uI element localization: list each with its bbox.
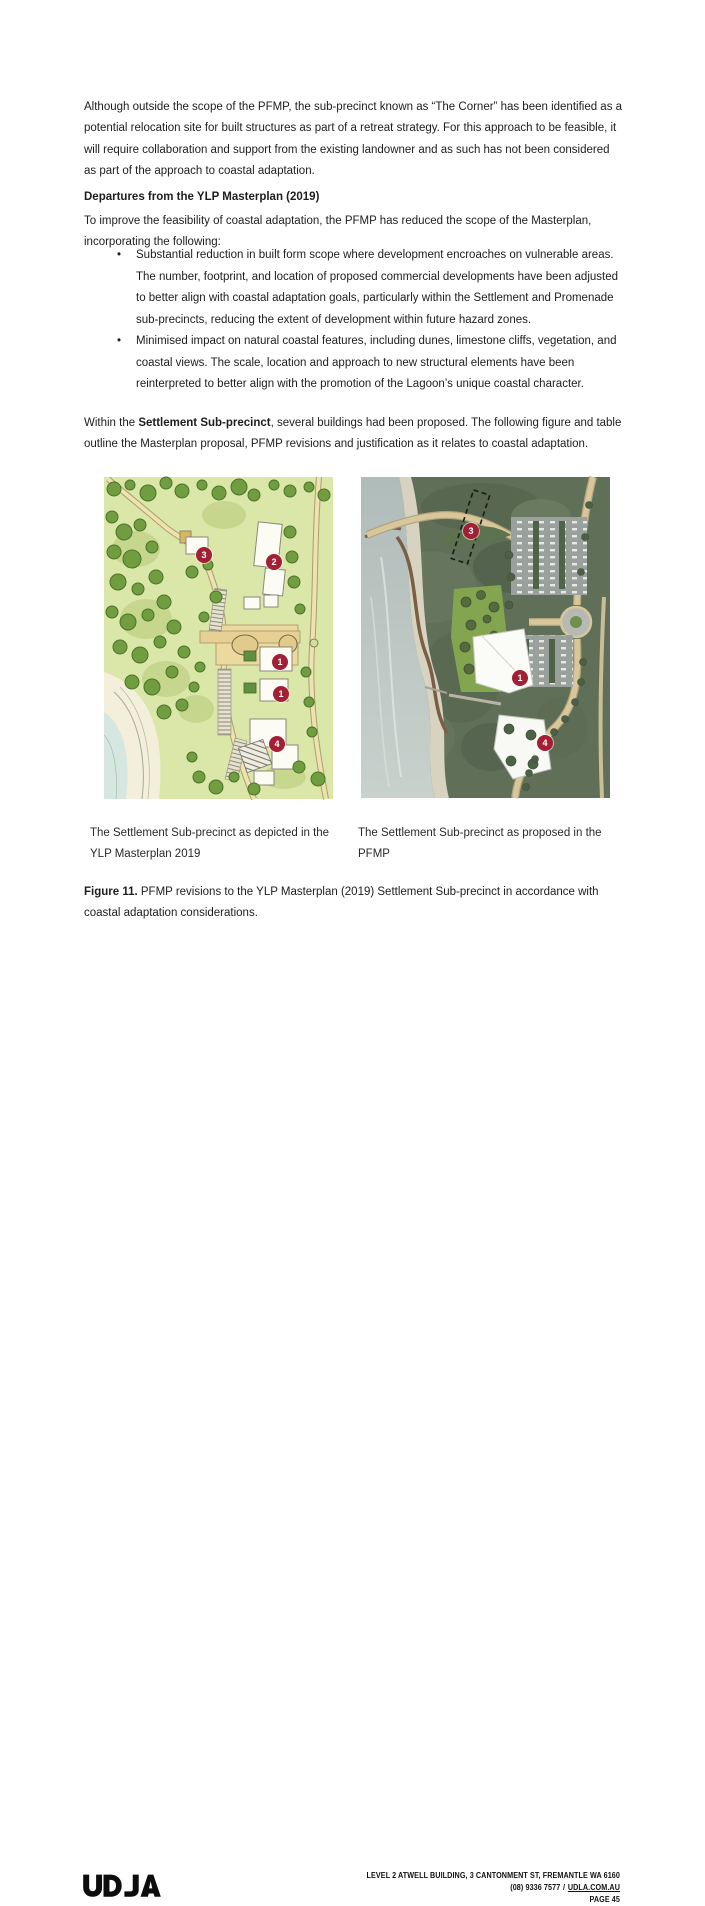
map-marker-3: 3 — [463, 523, 479, 539]
paragraph-settlement-pre: Within the — [84, 416, 139, 429]
map-marker-4: 4 — [269, 736, 285, 752]
map-marker-2: 2 — [266, 554, 282, 570]
figure-caption — [84, 882, 624, 925]
footer-contact-line — [314, 1882, 620, 1894]
paragraph-corner: Although outside the scope of the PFMP, the sub-precinct known as “The Corner” has been identified as a potential relocation site for built structures as part of a retreat strategy. For this approach to be feasible, it will require collaboration and support from the existing landowner and as such has not been considered as part of the approach to coastal adaptation. — [84, 100, 623, 177]
masterplan-illustration — [104, 477, 333, 799]
footer-phone: (08) 9336 7577 — [510, 1883, 561, 1892]
paragraph-settlement — [84, 413, 624, 456]
footer-separator: / — [563, 1883, 566, 1892]
bullet-list — [84, 245, 624, 396]
footer-website-link[interactable]: UDLA.COM.AU — [567, 1883, 620, 1892]
map-marker-1: 1 — [273, 686, 289, 702]
aerial-photo-drawing — [361, 477, 610, 798]
map-marker-3: 3 — [196, 547, 212, 563]
figure-11-images — [0, 477, 705, 799]
page-footer — [0, 930, 705, 1904]
paragraph-improve: To improve the feasibility of coastal adaptation, the PFMP has reduced the scope of the Masterplan, incorporating the following: — [84, 214, 592, 248]
footer-address-line: LEVEL 2 ATWELL BUILDING, 3 CANTONMENT ST, FREMANTLE WA 6160 — [366, 1871, 620, 1880]
masterplan-drawing — [104, 477, 333, 799]
aerial-photo — [361, 477, 610, 798]
map-marker-1: 1 — [272, 654, 288, 670]
bullet-item-2: • Minimised impact on natural coastal features, including dunes, limestone cliffs, vegetation, and coastal views. The scale, location and approach to new structural elements have been reinterpreted to better align with the promotion of the Lagoon’s unique coastal character. — [84, 331, 624, 396]
paragraph-settlement-post: , several buildings had been proposed. The following figure and table outline the Masterplan proposal, PFMP revisions and justification as it relates to coastal adaptation. — [84, 416, 622, 450]
footer-page-number: PAGE 45 — [589, 1895, 620, 1904]
map-marker-1: 1 — [512, 670, 528, 686]
heading-departures: Departures from the YLP Masterplan (2019) — [84, 190, 320, 203]
paragraph-settlement-bold: Settlement Sub-precinct — [138, 416, 271, 429]
udla-logo — [82, 1874, 162, 1898]
caption-pfmp: The Settlement Sub-precinct as proposed in the PFMP — [358, 826, 602, 860]
figure-number: Figure 11. — [84, 885, 138, 898]
footer-address-block — [314, 1870, 620, 1906]
figure-caption-text: PFMP revisions to the YLP Masterplan (2019) Settlement Sub-precinct in accordance with coastal adaptation considerations. — [84, 885, 599, 919]
map-marker-4: 4 — [537, 735, 553, 751]
bullet-item-1: • Substantial reduction in built form scope where development encroaches on vulnerable areas. The number, footprint, and location of proposed commercial developments have been adjusted to better align with coastal adaptation goals, particularly within the Settlement and Promenade sub-precincts, reducing the extent of development within future hazard zones. — [84, 245, 624, 331]
caption-masterplan: The Settlement Sub-precinct as depicted in the YLP Masterplan 2019 — [90, 826, 330, 860]
